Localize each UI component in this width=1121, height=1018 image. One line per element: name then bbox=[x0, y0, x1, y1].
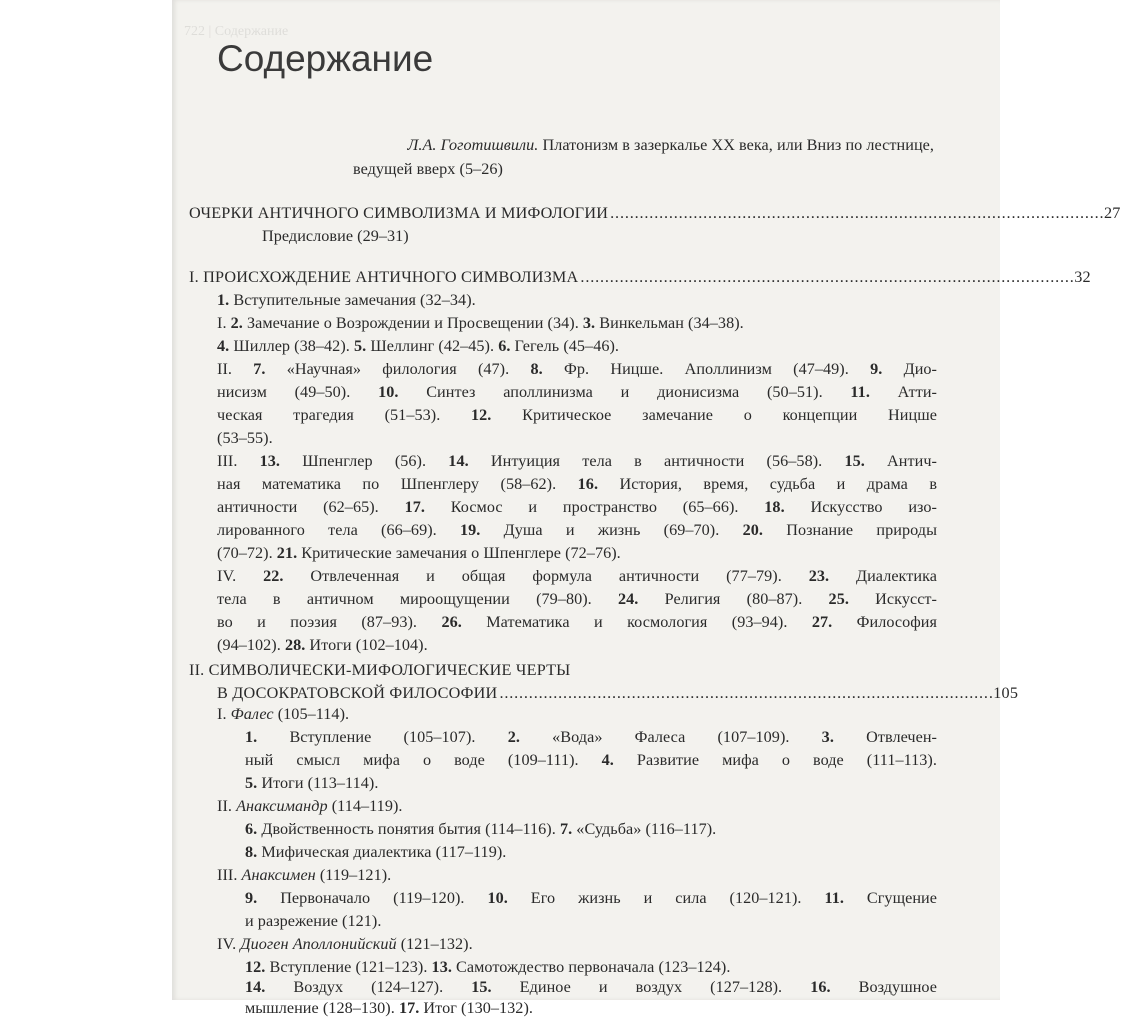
item-text: Итог (130–132). bbox=[419, 999, 533, 1017]
item-text: Математика и космология (93–94). bbox=[461, 613, 812, 631]
item-text: Замечание о Возрождении и Просвещении (34). bbox=[242, 314, 583, 332]
toc-sec2-line[interactable] bbox=[245, 957, 730, 977]
item-text: Вступление (105–107). bbox=[257, 728, 508, 746]
page-title: Содержание bbox=[217, 38, 434, 79]
item-text: Антич- bbox=[864, 452, 937, 470]
toc-sec2-line[interactable] bbox=[245, 773, 378, 793]
item-number: 25. bbox=[828, 590, 849, 608]
item-number: 5. bbox=[353, 337, 367, 355]
item-number: 1. bbox=[245, 728, 258, 746]
toc-sec2-line[interactable] bbox=[245, 998, 533, 1018]
item-text: (94–102). bbox=[217, 636, 285, 654]
subsection-numeral: IV. bbox=[217, 935, 241, 953]
subsection-numeral: III. bbox=[217, 452, 260, 470]
toc-sec2-line[interactable] bbox=[245, 727, 937, 747]
section-2-label-2: В ДОСОКРАТОВСКОЙ ФИЛОСОФИИ bbox=[217, 684, 498, 702]
item-text: мышление (128–130). bbox=[245, 999, 399, 1017]
item-number: 2. bbox=[507, 728, 520, 746]
item-text: Мифическая диалектика (117–119). bbox=[257, 843, 507, 861]
item-text: «Вода» Фалеса (107–109). bbox=[519, 728, 822, 746]
item-number: 14. bbox=[245, 978, 266, 996]
item-text: Искусст- bbox=[848, 590, 937, 608]
item-number: 20. bbox=[742, 521, 763, 539]
dot-leader bbox=[499, 683, 991, 703]
preface-label: Предисловие (29–31) bbox=[262, 227, 409, 245]
toc-subsection-thales[interactable] bbox=[217, 704, 349, 724]
toc-sec1-line[interactable] bbox=[217, 359, 937, 379]
toc-section-2-line2[interactable] bbox=[217, 683, 1019, 703]
subsection-numeral: II. bbox=[217, 797, 237, 815]
part-essays-label: ОЧЕРКИ АНТИЧНОГО СИМВОЛИЗМА И МИФОЛОГИИ bbox=[189, 204, 609, 222]
item-number: 22. bbox=[263, 567, 284, 585]
item-text: История, время, судьба и драма в bbox=[598, 475, 938, 493]
bleed-running-head: 722 | Содержание bbox=[184, 24, 289, 39]
item-text: Итоги (113–114). bbox=[257, 774, 379, 792]
subsection-numeral: II. bbox=[217, 360, 254, 378]
toc-part-essays[interactable] bbox=[189, 203, 1121, 223]
page-range: (119–121). bbox=[315, 866, 392, 884]
item-number: 17. bbox=[404, 498, 425, 516]
item-text: Двойственность понятия бытия (114–116). bbox=[257, 820, 560, 838]
item-text: Дио- bbox=[882, 360, 937, 378]
item-number: 27. bbox=[811, 613, 833, 631]
item-number: 7. bbox=[253, 360, 266, 378]
item-number: 4. bbox=[601, 751, 614, 769]
item-text: Воздух (124–127). bbox=[265, 978, 472, 996]
item-text: тела в античном мироощущении (79–80). bbox=[217, 590, 618, 608]
toc-sec1-line[interactable] bbox=[217, 497, 937, 517]
item-number: 16. bbox=[577, 475, 599, 493]
item-number: 28. bbox=[284, 636, 306, 654]
subsection-numeral: I. bbox=[217, 314, 231, 332]
item-number: 2. bbox=[230, 314, 243, 332]
item-text: Критическое замечание о концепции Ницше bbox=[491, 406, 937, 424]
intro-title-part1: Платонизм в зазеркалье XX века, или Вниз по лестнице, bbox=[538, 136, 934, 154]
toc-sec1-line[interactable] bbox=[217, 405, 937, 425]
item-text: Фр. Ницше. Аполлинизм (47–49). bbox=[542, 360, 871, 378]
item-text: во и поэзия (87–93). bbox=[217, 613, 442, 631]
item-number: 1. bbox=[217, 291, 230, 309]
toc-sec2-line[interactable] bbox=[245, 750, 937, 770]
toc-sec1-line[interactable] bbox=[217, 451, 937, 471]
item-text: нисизм (49–50). bbox=[217, 383, 379, 401]
book-page bbox=[172, 0, 1121, 1017]
item-number: 12. bbox=[245, 958, 266, 976]
toc-sec2-line[interactable] bbox=[245, 819, 716, 839]
toc-subsection-anaximenes[interactable] bbox=[217, 865, 391, 885]
toc-intro-line2[interactable] bbox=[353, 159, 503, 179]
toc-sec1-line[interactable] bbox=[217, 313, 744, 333]
item-number: 11. bbox=[824, 889, 844, 907]
item-text: лированного тела (66–69). bbox=[217, 521, 461, 539]
item-text: Философия bbox=[832, 613, 937, 631]
toc-sec1-line[interactable] bbox=[217, 566, 937, 586]
philosopher-name: Анаксимандр bbox=[236, 797, 328, 815]
item-text: Искусство изо- bbox=[784, 498, 937, 516]
item-text: Диалектика bbox=[829, 567, 937, 585]
toc-sec1-line[interactable] bbox=[217, 474, 937, 494]
intro-author: Л.А. Гоготишвили. bbox=[407, 136, 539, 154]
item-text: ный смысл мифа о воде (109–111). bbox=[245, 751, 602, 769]
intro-title-part2: ведущей вверх (5–26) bbox=[353, 160, 503, 178]
item-text: Душа и жизнь (69–70). bbox=[480, 521, 743, 539]
item-number: 13. bbox=[259, 452, 281, 470]
item-number: 11. bbox=[850, 383, 870, 401]
toc-section-2-line1[interactable] bbox=[189, 660, 571, 680]
toc-preface[interactable] bbox=[262, 226, 409, 246]
item-text: Отвлеченная и общая формула античности (77–79). bbox=[283, 567, 809, 585]
item-number: 19. bbox=[460, 521, 481, 539]
item-number: 23. bbox=[808, 567, 830, 585]
item-number: 4. bbox=[217, 337, 230, 355]
item-text: Шиллер (38–42). bbox=[229, 337, 354, 355]
section-2-page: 105 bbox=[993, 684, 1019, 702]
item-number: 18. bbox=[764, 498, 785, 516]
item-text: Атти- bbox=[869, 383, 937, 401]
page-range: (114–119). bbox=[327, 797, 403, 815]
toc-sec1-line[interactable] bbox=[217, 336, 619, 356]
toc-sec1-line[interactable] bbox=[217, 589, 937, 609]
dot-leader bbox=[610, 203, 1102, 223]
toc-sec1-line[interactable] bbox=[217, 543, 621, 563]
item-text: Развитие мифа о воде (111–113). bbox=[613, 751, 937, 769]
item-text: Его жизнь и сила (120–121). bbox=[507, 889, 825, 907]
item-number: 5. bbox=[245, 774, 258, 792]
item-text: ная математика по Шпенглеру (58–62). bbox=[217, 475, 578, 493]
item-text: Шпенглер (56). bbox=[280, 452, 449, 470]
section-1-label: I. ПРОИСХОЖДЕНИЕ АНТИЧНОГО СИМВОЛИЗМА bbox=[189, 268, 579, 286]
item-text: (53–55). bbox=[217, 429, 273, 447]
item-text: Первоначало (119–120). bbox=[257, 889, 488, 907]
item-number: 10. bbox=[378, 383, 399, 401]
philosopher-name: Фалес bbox=[230, 705, 274, 723]
toc-subsection-anaximander[interactable] bbox=[217, 796, 403, 816]
section-1-page: 32 bbox=[1074, 268, 1091, 286]
section-2-label-1: II. СИМВОЛИЧЕСКИ-МИФОЛОГИЧЕСКИЕ ЧЕРТЫ bbox=[189, 661, 571, 679]
toc-sec1-line[interactable] bbox=[217, 612, 937, 632]
toc-sec2-line[interactable] bbox=[245, 842, 506, 862]
toc-sec1-line[interactable] bbox=[217, 520, 937, 540]
item-text: Сгущение bbox=[843, 889, 937, 907]
item-text: Винкельман (34–38). bbox=[595, 314, 744, 332]
philosopher-name: Анаксимен bbox=[241, 866, 316, 884]
subsection-numeral: IV. bbox=[217, 567, 264, 585]
item-number: 8. bbox=[530, 360, 543, 378]
item-number: 6. bbox=[245, 820, 258, 838]
toc-sec1-line[interactable] bbox=[217, 382, 937, 402]
item-text: ческая трагедия (51–53). bbox=[217, 406, 472, 424]
item-number: 14. bbox=[448, 452, 469, 470]
item-number: 15. bbox=[844, 452, 865, 470]
item-text: Гегель (45–46). bbox=[510, 337, 620, 355]
item-number: 6. bbox=[498, 337, 511, 355]
item-text: Познание природы bbox=[762, 521, 938, 539]
item-text: и разрежение (121). bbox=[245, 912, 382, 930]
item-number: 13. bbox=[431, 958, 452, 976]
item-number: 15. bbox=[471, 978, 492, 996]
page-range: (105–114). bbox=[273, 705, 350, 723]
item-number: 9. bbox=[245, 889, 258, 907]
item-text: Воздушное bbox=[830, 978, 937, 996]
item-number: 24. bbox=[618, 590, 639, 608]
part-essays-page: 27 bbox=[1103, 204, 1121, 222]
toc-sec1-line[interactable] bbox=[217, 635, 428, 655]
toc-intro-line1[interactable] bbox=[226, 135, 934, 155]
item-number: 21. bbox=[276, 544, 298, 562]
item-text: Синтез аполлинизма и дионисизма (50–51). bbox=[398, 383, 851, 401]
item-number: 8. bbox=[245, 843, 258, 861]
page-range: (121–132). bbox=[396, 935, 473, 953]
toc-sec2-line[interactable] bbox=[245, 911, 381, 931]
item-number: 9. bbox=[870, 360, 883, 378]
item-text: «Научная» филология (47). bbox=[265, 360, 531, 378]
item-text: Религия (80–87). bbox=[638, 590, 829, 608]
item-number: 17. bbox=[398, 999, 420, 1017]
dot-leader bbox=[580, 267, 1072, 287]
philosopher-name: Диоген Аполлонийский bbox=[240, 935, 397, 953]
item-number: 12. bbox=[471, 406, 492, 424]
item-text: Интуиция тела в античности (56–58). bbox=[468, 452, 845, 470]
toc-sec1-line[interactable] bbox=[217, 428, 273, 448]
item-text: Отвлечен- bbox=[833, 728, 937, 746]
item-number: 10. bbox=[487, 889, 508, 907]
item-text: Самотождество первоначала (123–124). bbox=[451, 958, 731, 976]
toc-sec1-line[interactable] bbox=[217, 290, 476, 310]
item-text: Космос и пространство (65–66). bbox=[424, 498, 765, 516]
item-text: Критические замечания о Шпенглере (72–76). bbox=[297, 544, 621, 562]
item-number: 7. bbox=[559, 820, 573, 838]
toc-section-1[interactable] bbox=[189, 267, 1091, 287]
item-number: 3. bbox=[821, 728, 834, 746]
toc-content bbox=[172, 0, 1121, 1017]
item-text: античности (62–65). bbox=[217, 498, 405, 516]
item-text: «Судьба» (116–117). bbox=[572, 820, 717, 838]
toc-subsection-diogenes[interactable] bbox=[217, 934, 473, 954]
item-number: 16. bbox=[810, 978, 831, 996]
item-text: Единое и воздух (127–128). bbox=[491, 978, 811, 996]
item-text: Итоги (102–104). bbox=[305, 636, 428, 654]
item-text: Шеллинг (42–45). bbox=[366, 337, 499, 355]
toc-sec2-line[interactable] bbox=[245, 977, 937, 997]
subsection-numeral: III. bbox=[217, 866, 242, 884]
subsection-numeral: I. bbox=[217, 705, 231, 723]
item-text: Вступительные замечания (32–34). bbox=[229, 291, 476, 309]
item-text: (70–72). bbox=[217, 544, 277, 562]
toc-sec2-line[interactable] bbox=[245, 888, 937, 908]
item-number: 26. bbox=[441, 613, 462, 631]
item-text: Вступление (121–123). bbox=[265, 958, 432, 976]
item-number: 3. bbox=[582, 314, 596, 332]
